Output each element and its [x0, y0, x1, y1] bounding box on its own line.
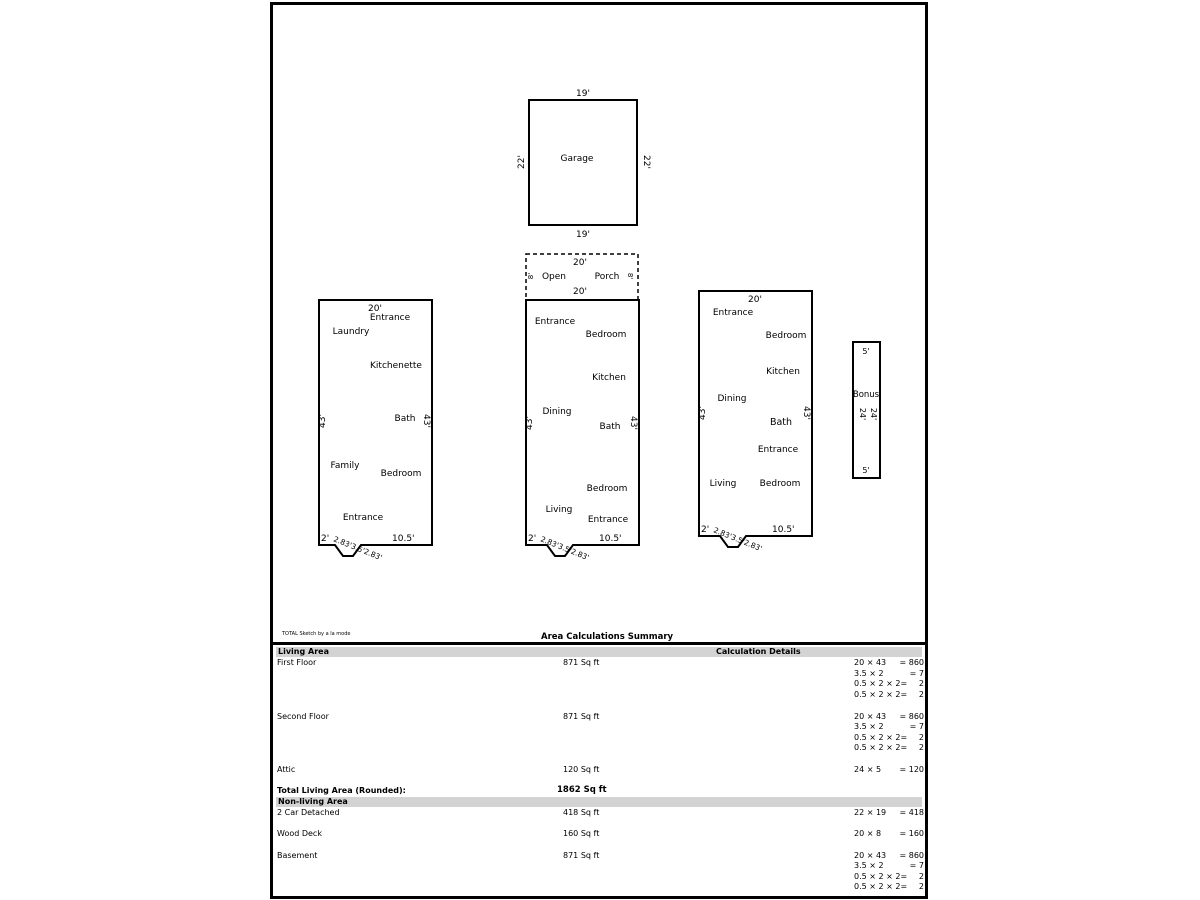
porch-dim-bottom: 20' [573, 287, 587, 297]
plan3-dim-left: 43' [698, 406, 708, 420]
plan2-room-bath: Bath [599, 422, 621, 432]
garage-dim-bottom: 19' [576, 230, 590, 240]
attic-label: Attic [277, 765, 296, 774]
first-floor-area: 871 Sq ft [563, 658, 600, 667]
living-area-title: Living Area [278, 647, 329, 656]
garage-label: Garage [560, 154, 594, 164]
calc-expression: 3.5 × 2 [854, 669, 884, 678]
garage-dim-left: 22' [517, 155, 527, 169]
calc-result: = 860 [899, 851, 924, 860]
calc-expression: 0.5 × 2 × 2= [854, 733, 908, 742]
wood-deck-area: 160 Sq ft [563, 829, 600, 838]
plan1-dim-bay: 2.83'3.5'2.83' [332, 534, 384, 563]
calc-result: = 7 [909, 861, 924, 870]
plan2-room-living: Living [545, 505, 573, 515]
garage-dim-top: 19' [576, 89, 590, 99]
porch-dim-top: 20' [573, 258, 587, 268]
plan1-room-kitchenette: Kitchenette [370, 361, 422, 371]
plan2-dim-right: 43' [628, 416, 638, 430]
porch-dim-left: 8' [527, 272, 535, 280]
porch-label-open: Open [541, 272, 567, 282]
garage-dim-right: 22' [641, 155, 651, 169]
calc-result: = 120 [899, 765, 924, 774]
plan1-room-family: Family [330, 461, 360, 471]
plan1-dim-left: 43' [318, 414, 328, 428]
non-living-area-title: Non-living Area [278, 797, 348, 806]
second-floor-area: 871 Sq ft [563, 712, 600, 721]
plan2-room-entrance-top: Entrance [534, 317, 576, 327]
bonus-block [853, 342, 880, 478]
calc-expression: 22 × 19 [854, 808, 887, 817]
calc-expression: 20 × 8 [854, 829, 882, 838]
calc-result: = 160 [899, 829, 924, 838]
summary-divider [273, 642, 925, 645]
plan3-dim-corner-right: 10.5' [772, 525, 795, 535]
total-living-area-label: Total Living Area (Rounded): [277, 786, 406, 795]
calc-expression: 3.5 × 2 [854, 861, 884, 870]
plan3-room-living: Living [709, 479, 737, 489]
calc-expression: 0.5 × 2 × 2= [854, 882, 908, 891]
sketch-page [270, 2, 928, 899]
calculation-details-header: Calculation Details [716, 647, 801, 656]
calc-expression: 0.5 × 2 × 2= [854, 679, 908, 688]
calc-result: 2 [918, 733, 924, 742]
total-living-area-value: 1862 Sq ft [557, 785, 607, 795]
calc-result: 2 [918, 690, 924, 699]
plan1-dim-right: 43' [421, 414, 431, 428]
garage-block [517, 89, 651, 240]
plan3-room-dining: Dining [717, 394, 747, 404]
bonus-dim-right: 24' [869, 407, 878, 421]
plan2-room-bedroom-top: Bedroom [585, 330, 627, 340]
basement-area: 871 Sq ft [563, 851, 600, 860]
floor-plan-1 [318, 300, 432, 562]
plan2-room-entrance-bottom: Entrance [587, 515, 629, 525]
floor-plan-3 [698, 291, 812, 553]
plan1-dim-corner-left: 2' [321, 534, 330, 544]
software-credit: TOTAL Sketch by a la mode [282, 631, 351, 637]
calc-result: 2 [918, 872, 924, 881]
calc-result: = 860 [899, 658, 924, 667]
plan3-room-bedroom-bottom: Bedroom [759, 479, 801, 489]
floor-plan-drawing [273, 5, 925, 641]
calc-result: = 7 [909, 669, 924, 678]
living-area-header [276, 647, 922, 657]
porch-block [526, 254, 638, 300]
plan3-room-bath: Bath [769, 417, 793, 428]
plan1-room-laundry: Laundry [332, 327, 370, 337]
calc-result: = 418 [899, 808, 924, 817]
plan2-dim-bay: 2.83'3.5'2.83' [539, 534, 591, 563]
calc-expression: 0.5 × 2 × 2= [854, 872, 908, 881]
plan1-room-bath: Bath [394, 414, 416, 424]
plan1-room-bedroom: Bedroom [380, 469, 422, 479]
calc-expression: 24 × 5 [854, 765, 882, 774]
floor-plan-2 [525, 300, 639, 562]
plan3-dim-corner-left: 2' [701, 525, 710, 535]
plan3-room-entrance-top: Entrance [712, 308, 754, 318]
bonus-dim-top: 5' [862, 347, 870, 356]
plan3-dim-bay: 2.83'3.5'2.83' [712, 525, 764, 554]
garage-area-value: 418 Sq ft [563, 808, 600, 817]
plan2-dim-corner-left: 2' [528, 534, 537, 544]
calc-result: = 7 [909, 722, 924, 731]
plan3-room-bedroom-top: Bedroom [765, 331, 807, 341]
plan3-outline [699, 291, 812, 547]
calc-result: 2 [918, 882, 924, 891]
calc-result: = 860 [899, 712, 924, 721]
second-floor-label: Second Floor [277, 712, 329, 721]
calc-result: 2 [918, 743, 924, 752]
bonus-label: Bonus [852, 390, 880, 400]
calc-expression: 0.5 × 2 × 2= [854, 690, 908, 699]
calc-expression: 20 × 43 [854, 658, 887, 667]
bonus-dim-bottom: 5' [862, 466, 870, 475]
plan3-room-kitchen: Kitchen [766, 367, 800, 377]
first-floor-label: First Floor [277, 658, 317, 667]
plan1-room-entrance-top: Entrance [369, 313, 411, 323]
calc-expression: 3.5 × 2 [854, 722, 884, 731]
non-living-area-header [276, 797, 922, 807]
plan2-dim-corner-right: 10.5' [599, 534, 622, 544]
plan3-dim-right: 43' [801, 406, 811, 420]
plan2-room-dining: Dining [542, 407, 572, 417]
calc-expression: 20 × 43 [854, 712, 887, 721]
plan2-dim-left: 43' [525, 416, 535, 430]
plan1-room-entrance-bottom: Entrance [342, 513, 384, 523]
calc-expression: 0.5 × 2 × 2= [854, 743, 908, 752]
plan1-dim-top: 20' [368, 304, 382, 314]
porch-label-porch: Porch [594, 272, 620, 282]
plan2-room-bedroom-bottom: Bedroom [586, 484, 628, 494]
summary-title: Area Calculations Summary [541, 632, 674, 642]
plan3-dim-top: 20' [748, 295, 762, 305]
plan1-dim-corner-right: 10.5' [392, 534, 415, 544]
garage-area-label: 2 Car Detached [277, 808, 340, 817]
calc-result: 2 [918, 679, 924, 688]
wood-deck-label: Wood Deck [277, 829, 322, 838]
plan2-room-kitchen: Kitchen [592, 373, 626, 383]
calc-expression: 20 × 43 [854, 851, 887, 860]
basement-label: Basement [277, 851, 318, 860]
attic-area: 120 Sq ft [563, 765, 600, 774]
porch-dim-right: 8' [626, 272, 634, 280]
plan3-room-entrance-bottom: Entrance [757, 445, 799, 455]
bonus-dim-left: 24' [858, 407, 867, 421]
